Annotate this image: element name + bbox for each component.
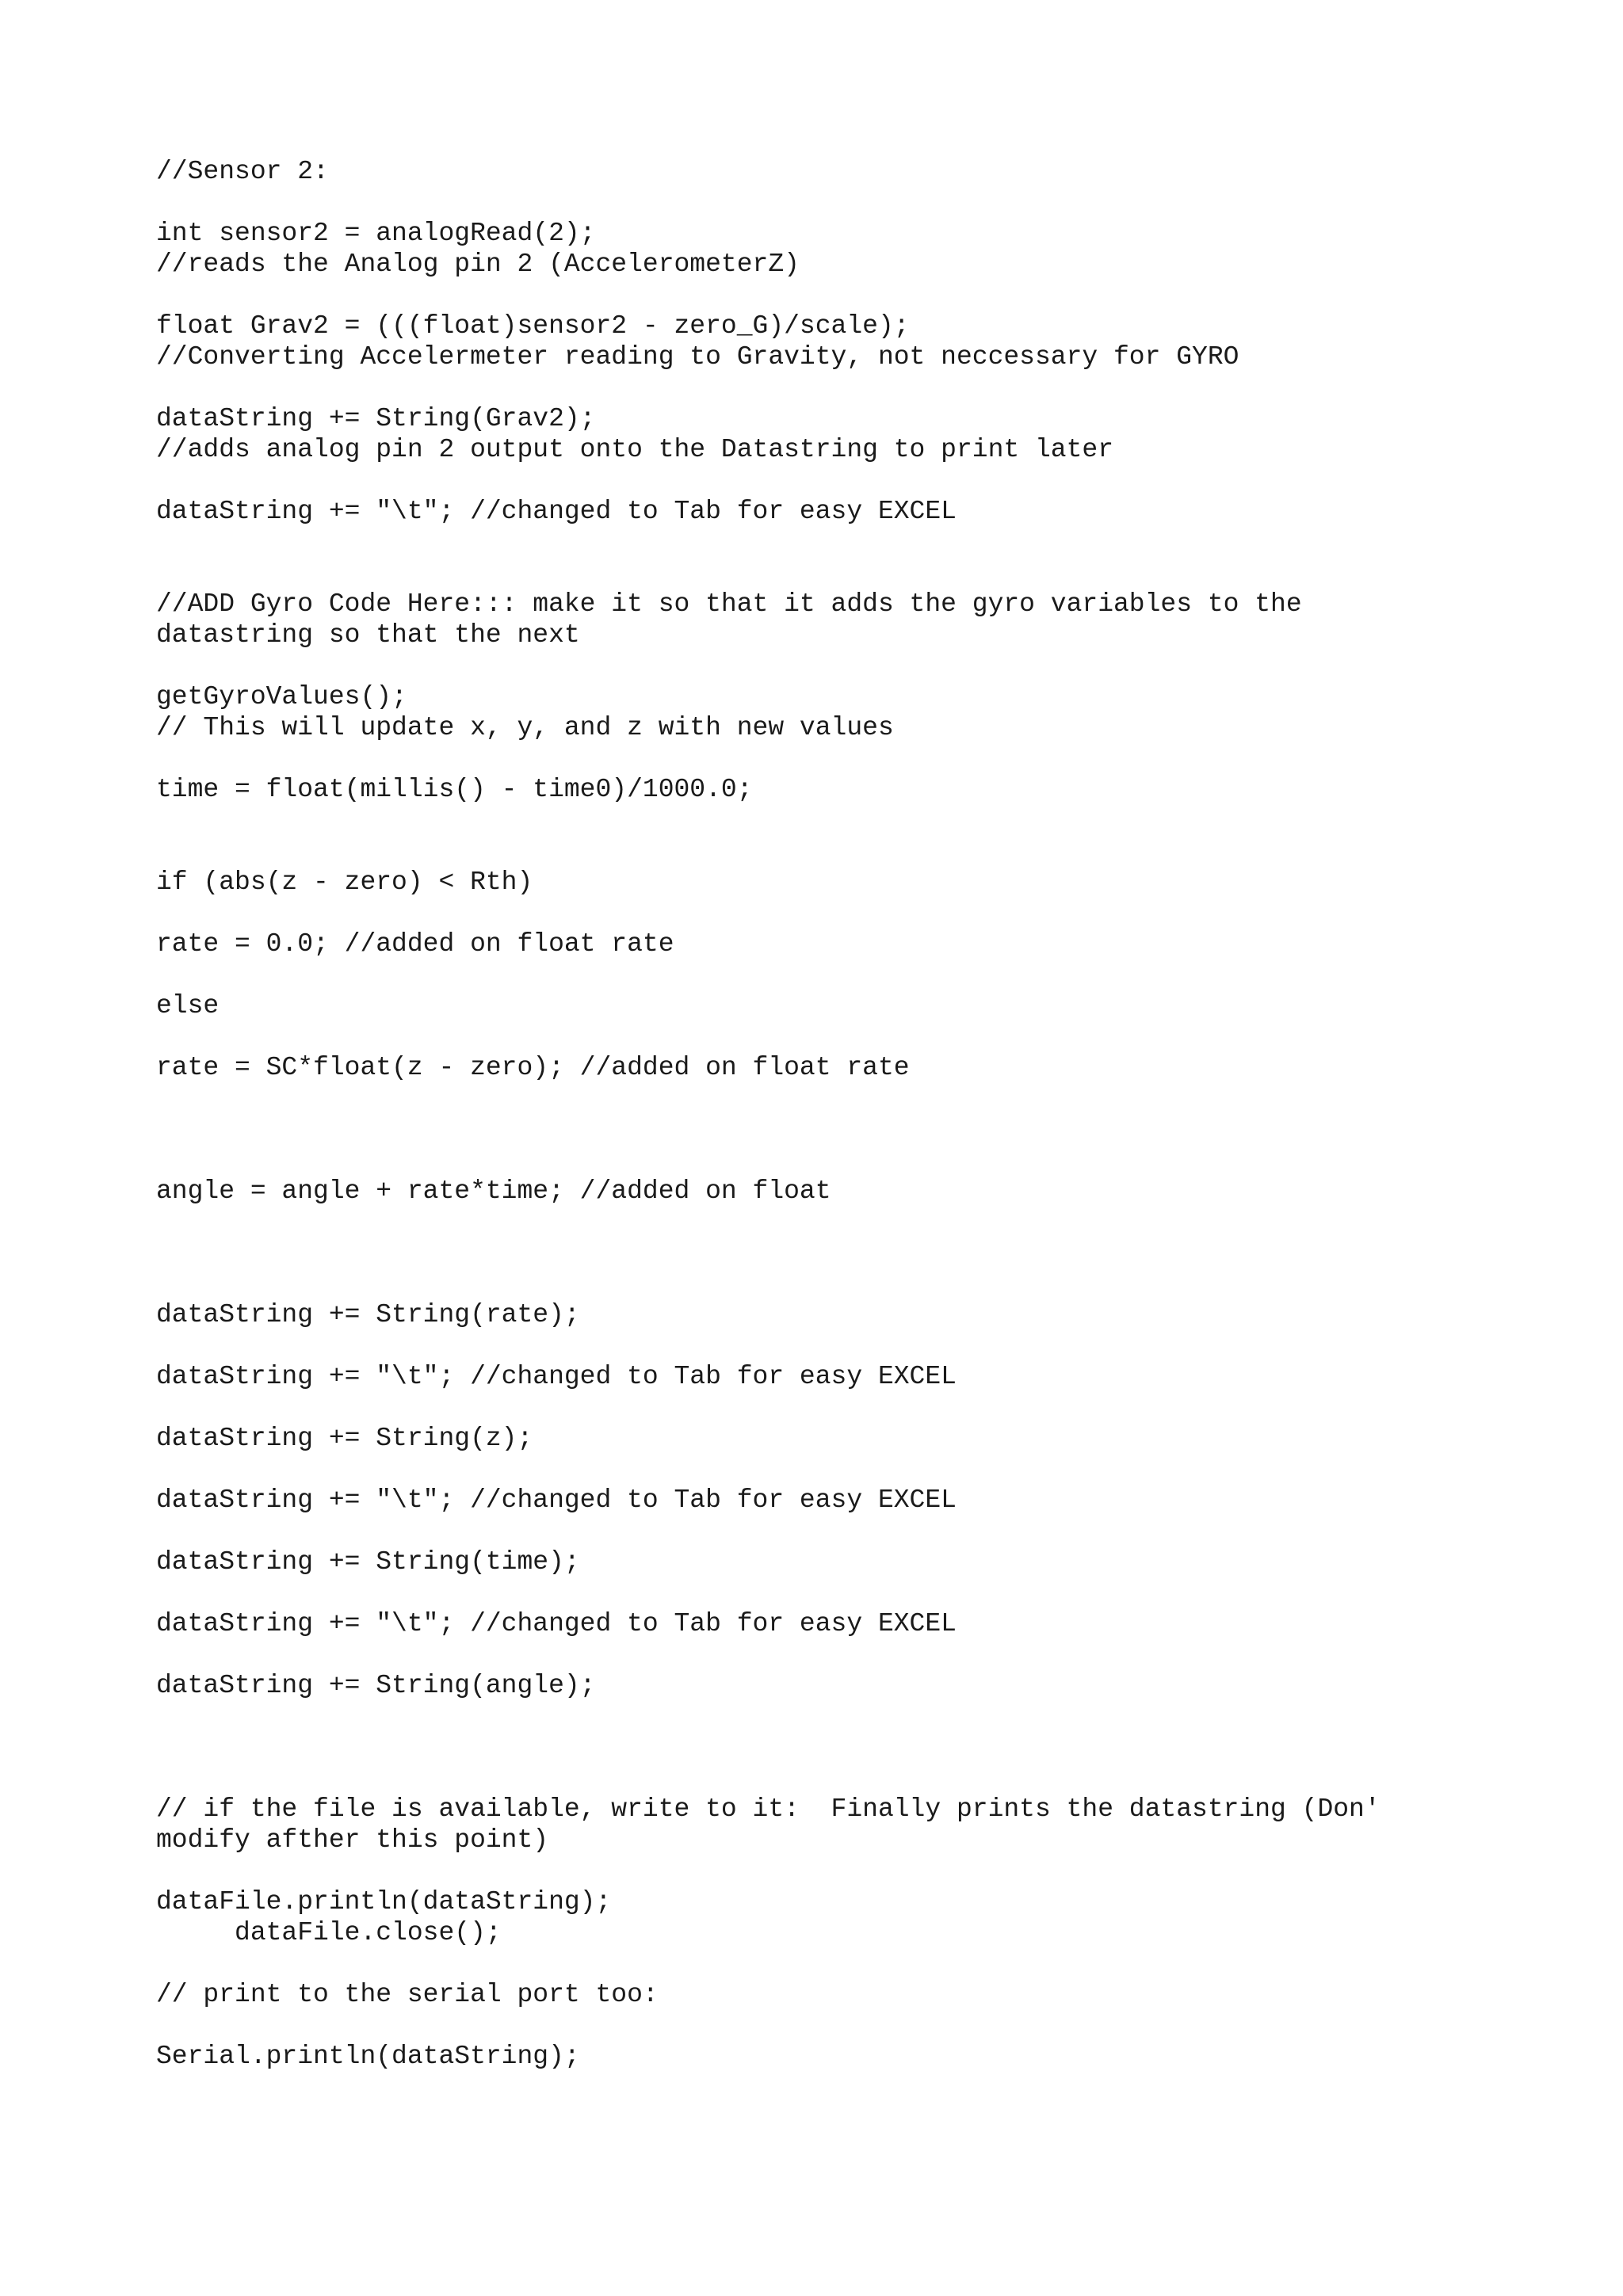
- code-line: dataString += String(rate);: [156, 1300, 580, 1329]
- blank-line: [156, 1948, 1503, 1979]
- code-line: if (abs(z - zero) < Rth): [156, 868, 533, 897]
- code-line: //reads the Analog pin 2 (AccelerometerZ): [156, 250, 800, 279]
- code-line: modify afther this point): [156, 1825, 549, 1855]
- code-line: angle = angle + rate*time; //added on float: [156, 1177, 831, 1206]
- blank-line: [156, 1238, 1503, 1268]
- blank-line: [156, 836, 1503, 867]
- code-line: //adds analog pin 2 output onto the Datastring to print later: [156, 435, 1113, 464]
- blank-line: [156, 1763, 1503, 1794]
- code-line: Serial.println(dataString);: [156, 2042, 580, 2071]
- blank-line: [156, 1855, 1503, 1886]
- blank-line: [156, 1516, 1503, 1547]
- blank-line: [156, 1454, 1503, 1485]
- blank-line: [156, 1021, 1503, 1052]
- code-line: dataString += String(angle);: [156, 1671, 596, 1700]
- code-line: dataString += String(z);: [156, 1424, 533, 1453]
- code-line: getGyroValues();: [156, 682, 407, 711]
- code-line: float Grav2 = (((float)sensor2 - zero_G)/scale);: [156, 311, 910, 341]
- code-line: dataFile.close();: [156, 1918, 502, 1947]
- blank-line: [156, 805, 1503, 836]
- blank-line: [156, 527, 1503, 558]
- blank-line: [156, 558, 1503, 589]
- code-line: time = float(millis() - time0)/1000.0;: [156, 775, 753, 804]
- code-line: // This will update x, y, and z with new values: [156, 713, 894, 742]
- code-line: //Sensor 2:: [156, 157, 329, 186]
- code-line: dataFile.println(dataString);: [156, 1887, 612, 1917]
- blank-line: [156, 743, 1503, 774]
- blank-line: [156, 1392, 1503, 1423]
- blank-line: [156, 1330, 1503, 1361]
- code-line: rate = SC*float(z - zero); //added on float rate: [156, 1053, 910, 1082]
- code-line: dataString += String(Grav2);: [156, 404, 596, 433]
- code-line: // print to the serial port too:: [156, 1980, 659, 2009]
- code-line: // if the file is available, write to it: Finally prints the datastring (Don': [156, 1794, 1381, 1824]
- blank-line: [156, 1577, 1503, 1608]
- code-line: dataString += "\t"; //changed to Tab for easy EXCEL: [156, 1362, 957, 1391]
- blank-line: [156, 1114, 1503, 1145]
- blank-line: [156, 1083, 1503, 1114]
- blank-line: [156, 959, 1503, 990]
- blank-line: [156, 1732, 1503, 1763]
- blank-line: [156, 280, 1503, 311]
- code-line: int sensor2 = analogRead(2);: [156, 219, 596, 248]
- code-line: dataString += String(time);: [156, 1547, 580, 1577]
- blank-line: [156, 650, 1503, 681]
- code-listing: [156, 156, 1503, 2072]
- code-line: rate = 0.0; //added on float rate: [156, 929, 674, 959]
- blank-line: [156, 1268, 1503, 1299]
- code-line: dataString += "\t"; //changed to Tab for easy EXCEL: [156, 1486, 957, 1515]
- code-line: dataString += "\t"; //changed to Tab for easy EXCEL: [156, 497, 957, 526]
- blank-line: [156, 1639, 1503, 1670]
- code-line: else: [156, 991, 220, 1020]
- code-line: //ADD Gyro Code Here::: make it so that it adds the gyro variables to the: [156, 589, 1302, 619]
- code-line: datastring so that the next: [156, 620, 580, 650]
- blank-line: [156, 898, 1503, 929]
- blank-line: [156, 187, 1503, 218]
- code-line: //Converting Accelermeter reading to Gravity, not neccessary for GYRO: [156, 342, 1239, 372]
- blank-line: [156, 2010, 1503, 2041]
- blank-line: [156, 372, 1503, 403]
- blank-line: [156, 1207, 1503, 1238]
- blank-line: [156, 1145, 1503, 1176]
- blank-line: [156, 465, 1503, 496]
- code-line: dataString += "\t"; //changed to Tab for easy EXCEL: [156, 1609, 957, 1638]
- blank-line: [156, 1701, 1503, 1732]
